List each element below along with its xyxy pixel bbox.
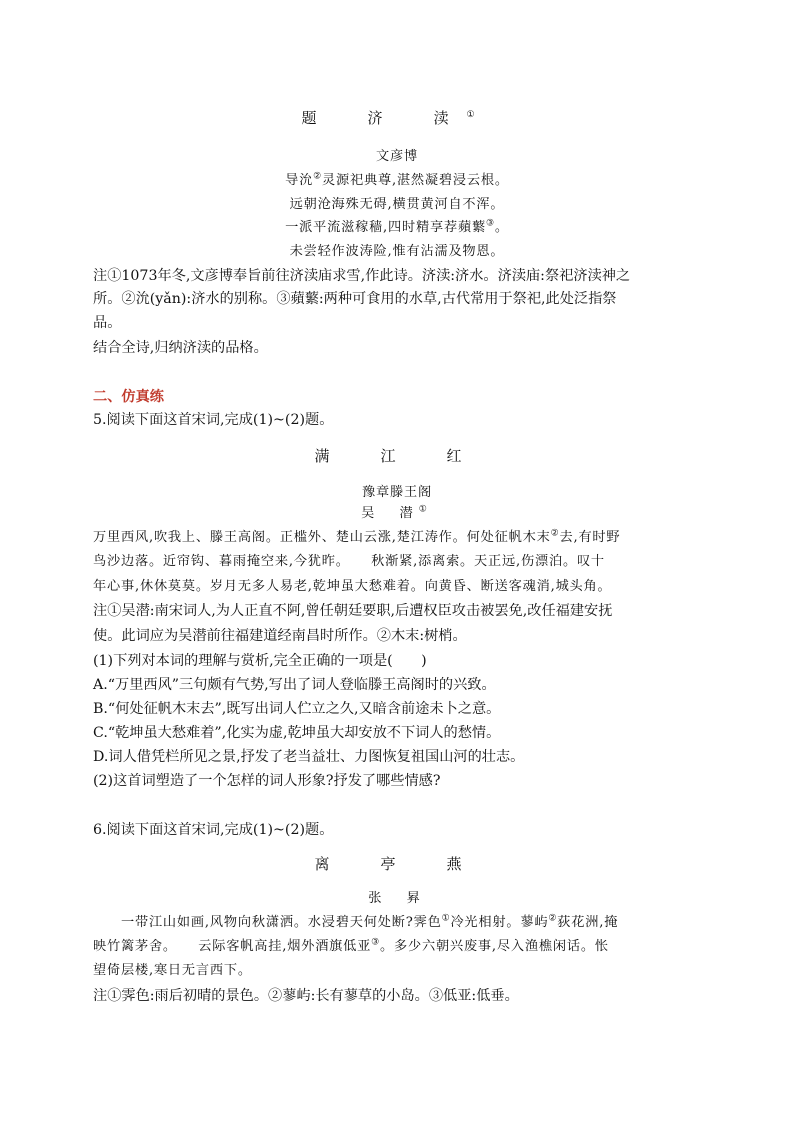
note-line: 注①霁色:雨后初晴的景色。②蓼屿:长有蓼草的小岛。③低亚:低垂。: [93, 988, 519, 1004]
poem-title-text: 题 济 渎: [301, 109, 467, 127]
sub-question: (2)这首词塑造了一个怎样的词人形象?抒发了哪些情感?: [93, 773, 441, 789]
note-line: 注①吴潜:南宋词人,为人正直不阿,曾任朝廷要职,后遭权臣攻击被罢免,改任福建安抚: [93, 603, 613, 619]
ci-line: 万里西风,吹我上、滕王高阁。正槛外、楚山云涨,楚江涛作。何处征帆木末②去,有时野: [93, 528, 621, 545]
poem-line: 远朝沧海殊无碍,横贯黄河自不浑。: [289, 197, 505, 212]
ci-line: 望倚层楼,寒日无言西下。: [93, 963, 252, 978]
note-line: 使。此词应为吴潜前往福建道经南昌时所作。②木末:树梢。: [93, 628, 467, 644]
option-d: D.词人借凭栏所见之景,抒发了老当益壮、力图恢复祖国山河的壮志。: [93, 749, 525, 765]
note-line: 注①1073年冬,文彦博奉旨前往济渎庙求雪,作此诗。济渎:济水。济渎庙:祭祀济渎神之: [93, 268, 631, 284]
question-text: 结合全诗,归纳济渎的品格。: [93, 340, 268, 356]
option-c: C.“乾坤虽大愁难着”,化实为虚,乾坤虽大却安放不下词人的愁情。: [93, 725, 501, 741]
question-prompt: 6.阅读下面这首宋词,完成(1)~(2)题。: [93, 822, 334, 838]
poem-title: [0, 107, 794, 129]
ci-author: 张 昪: [368, 891, 426, 906]
section-heading: 二、仿真练: [93, 389, 164, 405]
sub-question: (1)下列对本词的理解与赏析,完全正确的一项是( ): [93, 653, 427, 669]
ci-author: 吴 潜①: [361, 504, 433, 521]
ci-line: 鸟沙边落。近帘钩、暮雨掩空来,今犹昨。 秋渐紧,添离索。天正远,伤漂泊。叹十: [93, 554, 605, 569]
ci-title: 满 江 红: [314, 447, 480, 465]
poem-line: 导沇②灵源祀典尊,湛然凝碧浸云根。: [285, 171, 509, 188]
footnote-marker: ①: [466, 110, 493, 120]
poem-author: 文彦博: [376, 149, 418, 164]
ci-subtitle: 豫章滕王阁: [362, 485, 432, 500]
note-line: 所。②沇(yǎn):济水的别称。③蘋蘩:两种可食用的水草,古代常用于祭祀,此处泛指祭: [93, 291, 617, 307]
option-a: A.“万里西风”三句颇有气势,写出了词人登临滕王高阁时的兴致。: [93, 677, 496, 693]
note-line: 品。: [93, 315, 122, 331]
ci-line: 映竹篱茅舍。 云际客帆高挂,烟外酒旗低亚③。多少六朝兴废事,尽入渔樵闲话。怅: [93, 937, 609, 954]
poem-line: 未尝轻作波涛险,惟有沾濡及物恩。: [289, 244, 505, 259]
ci-line: 年心事,休休莫莫。岁月无多人易老,乾坤虽大愁难着。向黄昏、断送客魂消,城头角。: [93, 579, 612, 594]
ci-title: 离 亭 燕: [314, 855, 480, 873]
question-prompt: 5.阅读下面这首宋词,完成(1)~(2)题。: [93, 412, 334, 428]
option-b: B.“何处征帆木末去”,既写出词人伫立之久,又暗含前途未卜之意。: [93, 701, 501, 717]
ci-line: 一带江山如画,风物向秋潇洒。水浸碧天何处断?霁色①冷光相射。蓼屿②荻花洲,掩: [93, 913, 619, 930]
poem-line: 一派平流滋稼穑,四时精享荐蘋蘩③。: [285, 218, 509, 235]
